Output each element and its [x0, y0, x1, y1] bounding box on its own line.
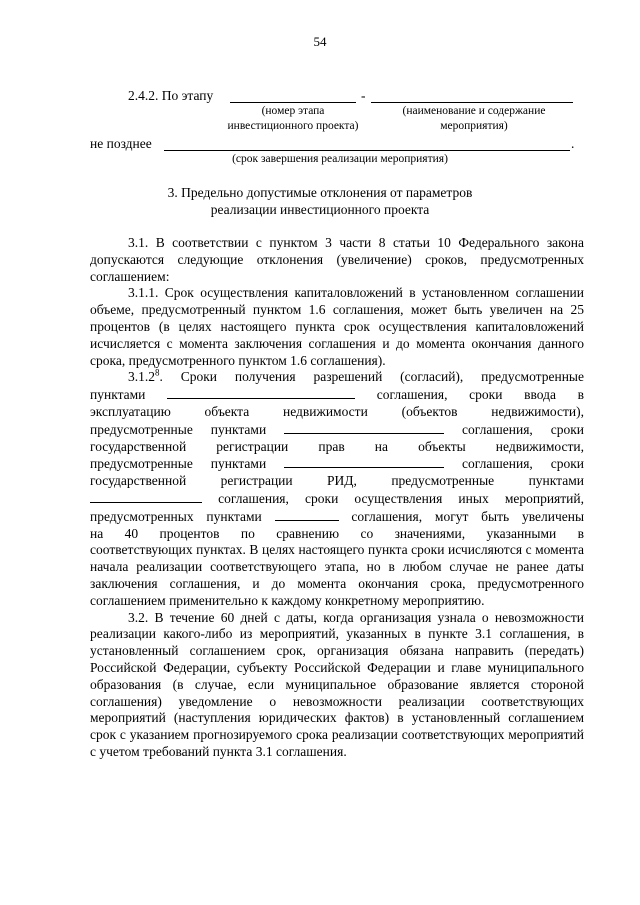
p312-text9b: соглашения, могут быть увеличены	[351, 508, 585, 524]
p312-text9a: предусмотренных пунктами	[90, 508, 262, 524]
p312-text2b: соглашения, сроки ввода в	[376, 387, 585, 403]
p312-text11: соответствующих пунктах. В целях настоящего пункта сроки исчисляются с момента начала реализации соответствующего этапа, но в любом случае не ранее даты заключения соглашения, и до момента окончания срока, предусмотренного соглашением применительно к каждому конкретному мероприятию.	[90, 542, 584, 608]
blank-line	[284, 455, 444, 468]
p312-text2a: пунктами	[90, 387, 146, 403]
caption-event-name-line1: (наименование и содержание	[402, 105, 546, 117]
p312-line3: эксплуатацию объекта недвижимости (объектов недвижимости),	[90, 403, 584, 419]
stage-label: 2.4.2. По этапу	[128, 88, 214, 103]
section-heading-line2: реализации инвестиционного проекта	[210, 202, 430, 217]
deadline-label: не позднее	[90, 136, 152, 151]
p312-line4	[90, 421, 584, 439]
section-heading-line1: 3. Предельно допустимые отклонения от параметров	[167, 185, 473, 200]
paragraph-3-2: 3.2. В течение 60 дней с даты, когда организация узнала о невозможности реализации какого-либо из мероприятий, указанных в пункте 3.1 соглашения, в установленный соглашением срок, организация обязана направить (передать) Российской Федерации, субъекту Российской Федерации и главе муниципального образования (в случае, если муниципальное образование является стороной соглашения) уведомление о невозможности реализации соответствующих мероприятий (наступления юридических фактов) в установленный соглашением срок с указанием прогнозируемого срока реализации соответствующих мероприятий с учетом требований пункта 3.1 соглашения.	[90, 609, 584, 759]
page-number: 54	[313, 34, 327, 49]
p312-number: 3.1.2	[128, 369, 155, 385]
blank-line	[167, 386, 355, 399]
p312-line6	[90, 455, 584, 473]
deadline-blank	[164, 150, 570, 151]
p312-text8b: соглашения, сроки осуществления иных мероприятий,	[218, 490, 584, 506]
stage-dash: -	[361, 88, 366, 103]
caption-stage-number-line2: инвестиционного проекта)	[227, 120, 359, 132]
p312-line10: на 40 процентов по сравнению со значениями, указанными в	[90, 525, 584, 541]
paragraph-3-1: 3.1. В соответствии с пунктом 3 части 8 статьи 10 Федерального закона допускаются следующие отклонения (увеличение) сроков, предусмотренных соглашением:	[90, 235, 584, 284]
p312-text4b: соглашения, сроки	[462, 421, 584, 437]
blank-line	[90, 490, 202, 503]
p312-text4a: предусмотренные пунктами	[90, 421, 267, 437]
blank-line	[284, 421, 444, 434]
p312-text6b: соглашения, сроки	[462, 456, 584, 472]
p312-text6a: предусмотренные пунктами	[90, 456, 267, 472]
section-body	[90, 235, 584, 761]
stage-number-blank	[230, 102, 356, 103]
p312-line1	[90, 369, 584, 386]
deadline-end: .	[571, 136, 575, 151]
event-name-blank	[371, 102, 573, 103]
caption-stage-number	[218, 104, 368, 134]
p312-line7: государственной регистрации РИД, предусмотренные пунктами	[90, 473, 584, 489]
p312-line9	[90, 508, 584, 526]
paragraph-3-1-1: 3.1.1. Срок осуществления капиталовложений в установленном соглашении объеме, предусмотренный пунктом 1.6 соглашения, может быть увеличен на 25 процентов (в целях настоящего пункта срок осуществления капиталовложений исчисляется с момента заключения соглашения и до момента окончания данного срока, предусмотренного пунктом 1.6 соглашения).	[90, 285, 584, 368]
p312-line8	[90, 490, 584, 508]
caption-event-name-line2: мероприятия)	[440, 120, 508, 132]
blank-line	[275, 508, 339, 521]
p312-line2	[90, 386, 584, 404]
p312-text1: . Сроки получения разрешений (согласий), предусмотренные	[159, 369, 584, 385]
caption-deadline: (срок завершения реализации мероприятия)	[232, 153, 448, 165]
p312-line5: государственной регистрации прав на объекты недвижимости,	[90, 438, 584, 454]
footnote-ref: 8	[155, 367, 160, 378]
paragraph-3-1-2	[90, 369, 584, 609]
caption-event-name	[386, 104, 562, 134]
caption-stage-number-line1: (номер этапа	[261, 105, 325, 117]
